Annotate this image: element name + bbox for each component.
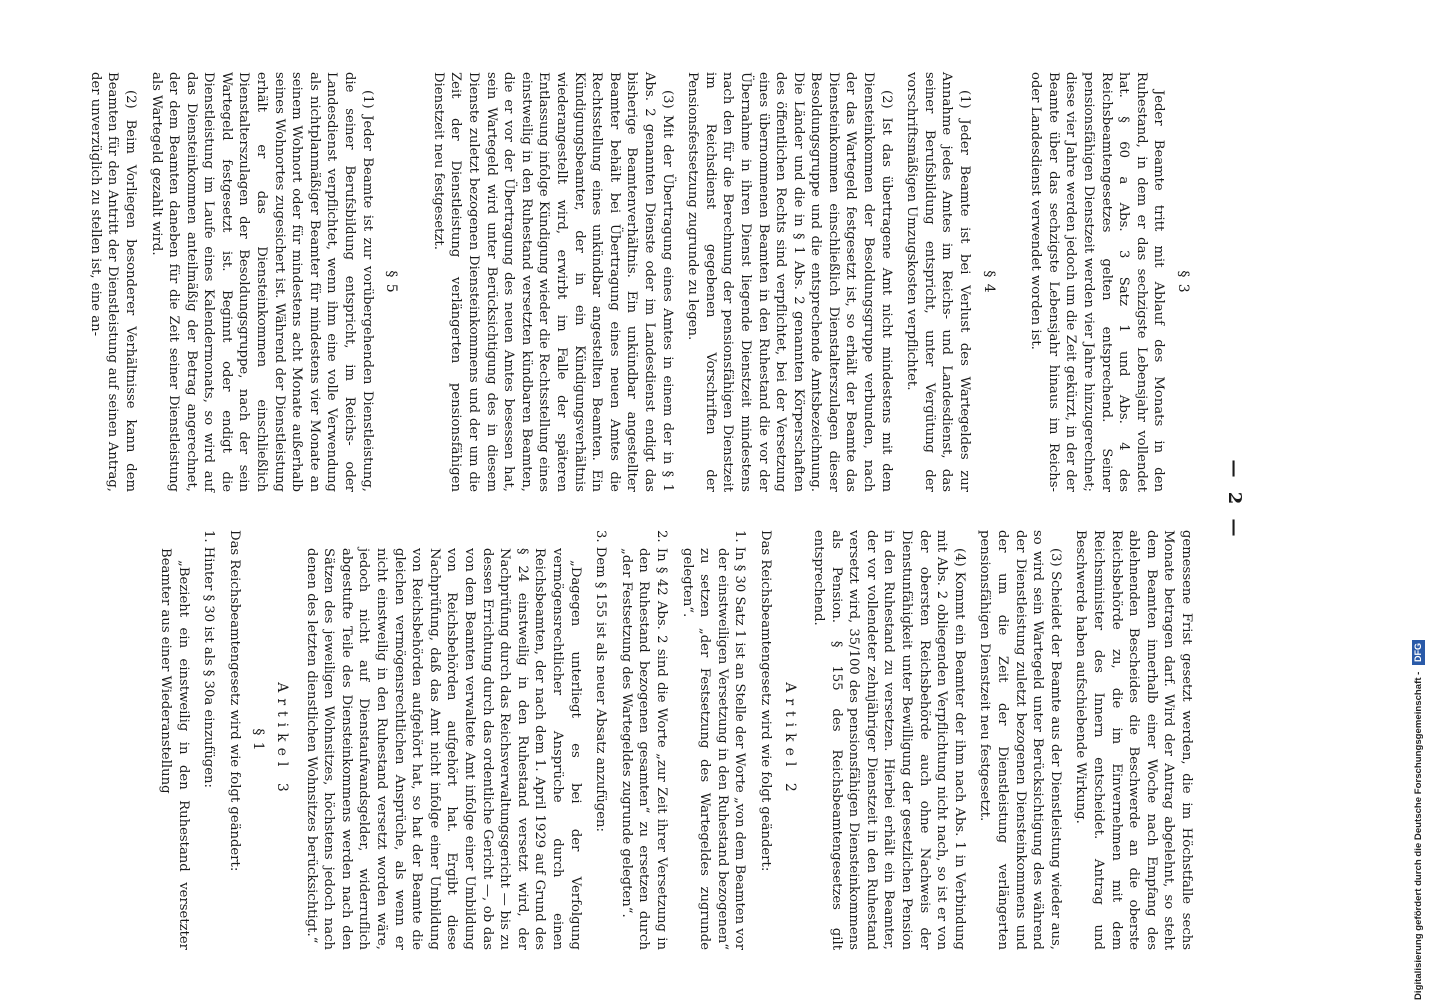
- paragraph: (3) Scheidet der Beamte aus der Dienstleistung wieder aus, so wird sein Wartegeld unter Berücksichtigung des während der Dienstleistung zuletzt bezogenen Diensteinkommens und der um die Zeit der Dienstleistung verlängerten pensionsfähigen Dienstzeit neu festgesetzt.: [977, 530, 1063, 950]
- section-heading-1: § 1: [250, 728, 267, 752]
- paragraph: (1) Jeder Beamte ist bei Verlust des Wartegeldes zur Annahme jedes Amtes im Reichs- und Landesdienst, das seiner Berufsbildung entspricht, unter Vergütung der vorschriftsmäßigen Umzugskosten verpflichtet.: [904, 72, 973, 492]
- paragraph: Das Reichsbeamtengesetz wird wie folgt geändert:: [226, 530, 242, 872]
- paragraph: (4) Kommt ein Beamter der ihm nach Abs. 1 in Verbindung mit Abs. 2 obliegenden Verpflichtung nicht nach, so ist er von der obersten Reichsbehörde auch ohne Nachweis der Dienstunfähigkeit unter Bewilligung der gesetzlichen Pension in den Ruhestand zu versetzen. Hierbei erhält ein Beamter, der vor vollendeter zehnjähriger Dienstzeit in den Ruhestand versetzt wird, 35/100 des pensionsfähigen Diensteinkommens als Pension. § 155 des Reichsbeamtengesetzes gilt entsprechend.: [811, 530, 967, 950]
- left-text-column: [78, 72, 1195, 492]
- article-heading-3: Artikel 3: [274, 682, 291, 798]
- paragraph: (1) Jeder Beamte ist zur vorübergehenden Dienstleistung, die seiner Berufsbildung entspricht, im Reichs- oder Landesdienst verpflichtet, wenn ihm eine volle Verwendung als nichtplanmäßiger Beamter für mindestens vier Monate an seinem Wohnort oder für mindestens acht Monate außerhalb seines Wohnortes zugesichert ist. Während der Dienstleistung erhält er das Diensteinkommen einschließlich Dienstalterszulagen der Besoldungsgruppe, nach der sein Wartegeld festgesetzt ist. Beginnt oder endigt die Dienstleistung im Laufe eines Kalendermonats, so wird auf das Diensteinkommen anteilmäßig der Betrag angerechnet, der dem Beamten daneben für die Zeit seiner Dienstleistung als Wartegeld gezahlt wird.: [148, 72, 375, 492]
- list-item: 1. In § 30 Satz 1 ist an Stelle der Worte „von dem Beamten vor der einstweiligen Versetzung in den Ruhestand bezogenen“ zu setzen „der Festsetzung des Wartegeldes zugrunde gelegten“.: [679, 530, 748, 950]
- paragraph: Jeder Beamte tritt mit Ablauf des Monats in den Ruhestand, in dem er das sechzigste Lebensjahr vollendet hat. § 60 a Abs. 3 Satz 1 und Abs. 4 des Reichsbeamtengesetzes gelten entsprechend. Seiner pensionsfähigen Dienstzeit werden vier Jahre hinzugerechnet; diese vier Jahre werden jedoch um die Zeit gekürzt, in der der Beamte über das sechzigste Lebensjahr hinaus im Reichs- oder Landesdienst verwendet worden ist.: [1028, 72, 1167, 492]
- article-heading-2: Artikel 2: [781, 682, 798, 798]
- list-item: 2. In § 42 Abs. 2 sind die Worte „zur Zeit ihrer Versetzung in den Ruhestand bezogenen gesamten“ zu ersetzen durch „der Festsetzung des Wartegeldes zugrunde gelegten“.: [618, 530, 669, 950]
- right-text-column: [149, 530, 1195, 950]
- quoted-text: „Bezieht ein einstweilig in den Ruhestand versetzter Beamter aus einer Wiederanstellung: [158, 548, 191, 950]
- paragraph: Das Reichsbeamtengesetz wird wie folgt geändert:: [757, 530, 773, 872]
- dfg-logo: DFG: [1412, 640, 1425, 665]
- section-heading-5: § 5: [383, 270, 400, 294]
- quoted-text: „Dagegen unterliegt es bei der Verfolgung vermögensrechtlicher Ansprüche durch einen Reichsbeamten, der nach dem 1. April 1929 auf Grund des § 24 einstweilig in den Ruhestand versetzt wird, der Nachprüfung durch das Reichsverwaltungsgericht — bis zu dessen Errichtung durch das ordentliche Gericht —, ob das von dem Beamten verwaltete Amt infolge einer Umbildung von Reichsbehörden aufgehört hat. Ergibt diese Nachprüfung, daß das Amt nicht infolge einer Umbildung von Reichsbehörden aufgehört hat, so hat der Beamte die gleichen vermögensrechtlichen Ansprüche, als wenn er nicht einstweilig in den Ruhestand versetzt worden wäre, jedoch nicht auf Dienstaufwandsgelder, widerruflich abgestufte Teile des Diensteinkommens werden nach den Sätzen des jeweiligen Wohnsitzes, höchstens jedoch nach denen des letzten dienstlichen Wohnsitzes berücksichtigt.“: [303, 548, 583, 950]
- credit-text: Digitalisierung gefördert durch die Deutsche Forschungsgemeinschaft -: [1413, 671, 1424, 1000]
- paragraph: (2) Beim Vorliegen besonderer Verhältnisse kann dem Beamten für den Antritt der Dienstleistung auf seinen Antrag, der unverzüglich zu stellen ist, eine an-: [87, 72, 138, 492]
- section-heading-3: § 3: [1175, 270, 1191, 294]
- paragraph: (3) Mit der Übertragung eines Amtes in einem der in § 1 Abs. 2 genannten Dienste oder im Landesdienst endigt das bisherige Beamtenverhältnis. Ein unkündbar angestellter Beamter behält bei Übertragung eines neuen Amtes die Rechtsstellung eines unkündbar angestellten Beamten. Ein Kündigungsbeamter, der in ein Kündigungsverhältnis wiederangestellt wird, erwirbt im Falle der späteren Entlassung infolge Kündigung wieder die Rechtsstellung eines einstweilig in den Ruhestand versetzten kündbaren Beamten, die er vor der Übertragung des neuen Amtes besessen hat, sein Wartegeld wird unter Berücksichtigung des in diesem Dienste zuletzt bezogenen Diensteinkommens und der um die Zeit der Dienstleistung verlängerten pensionsfähigen Dienstzeit neu festgesetzt.: [430, 72, 675, 492]
- section-heading-4: § 4: [980, 270, 997, 294]
- list-item: 1. Hinter § 30 ist als § 30a einzufügen:: [201, 530, 217, 788]
- page-number: — 2 —: [1224, 459, 1245, 541]
- paragraph: gemessene Frist gesetzt werden, die im Höchstfalle sechs Monate betragen darf. Wird der Antrag abgelehnt, so steht dem Beamten innerhalb einer Woche nach Empfang des ablehnenden Bescheides die Beschwerde an die oberste Reichsbehörde zu, die im Einvernehmen mit dem Reichsminister des Innern entscheidet. Antrag und Beschwerde haben aufschiebende Wirkung.: [1073, 530, 1194, 950]
- list-item: 3. Dem § 155 ist als neuer Absatz anzufügen:: [593, 530, 609, 832]
- paragraph: (2) Ist das übertragene Amt nicht mindestens mit dem Diensteinkommen der Besoldungsgruppe verbunden, nach der das Wartegeld festgesetzt ist, so erhält der Beamte das Diensteinkommen einschließlich Dienstalterszulagen dieser Besoldungsgruppe und die entsprechende Amtsbezeichnung. Die Länder und die in § 1 Abs. 2 genannten Körperschaften des öffentlichen Rechts sind verpflichtet, bei der Versetzung eines übernommenen Beamten in den Ruhestand die vor der Übernahme in ihren Dienst liegende Dienstzeit mindestens nach den für die Berechnung der pensionsfähigen Dienstzeit im Reichsdienst gegebenen Vorschriften der Pensionsfestsetzung zugrunde zu legen.: [685, 72, 894, 492]
- digitization-credit: [1406, 6, 1432, 1000]
